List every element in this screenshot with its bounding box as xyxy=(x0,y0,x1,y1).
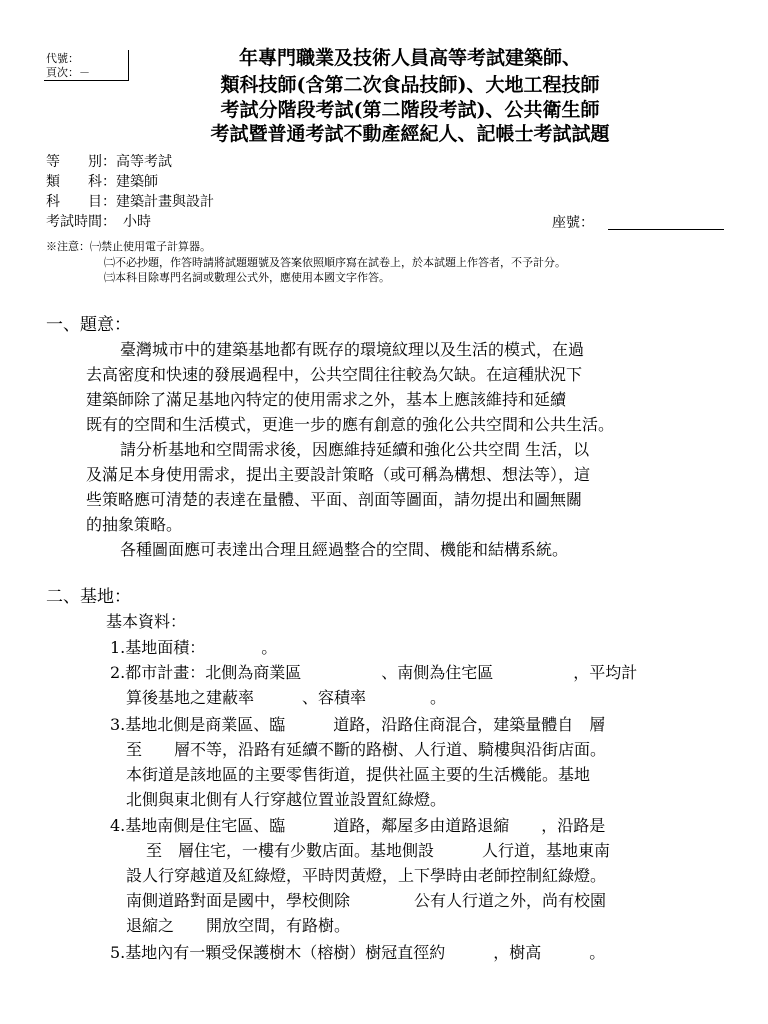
subject-row xyxy=(46,193,214,211)
exam-title-line-2: 類科技師(含第二次食品技師)、大地工程技師 xyxy=(220,74,600,96)
section-1-line: 的抽象策略。 xyxy=(86,515,183,534)
section-1-line: 既有的空間和生活模式，更進一步的應有創意的強化公共空間和公共生活。 xyxy=(86,415,615,434)
section-1-line: 建築師除了滿足基地內特定的使用需求之外，基本上應該維持和延續 xyxy=(86,390,567,409)
section-1-line: 去高密度和快速的發展過程中，公共空間往往較為欠缺。在這種狀況下 xyxy=(86,365,583,384)
page-label: 頁次： xyxy=(46,66,79,79)
notice-item-1: ㈠禁止使用電子計算器。 xyxy=(90,240,211,253)
section-2-subheading: 基本資料： xyxy=(106,612,187,631)
site-data-line: 本街道是該地區的主要零售街道，提供社區主要的生活機能。基地 xyxy=(126,765,591,784)
site-data-line: 南側道路對面是國中，學校側除 公有人行道之外，尚有校園 xyxy=(126,891,607,910)
site-data-line: 5.基地內有一顆受保護樹木（榕樹）樹冠直徑約 ，樹高 。 xyxy=(110,943,606,962)
site-data-line: 4.基地南側是住宅區、臨 道路，鄰屋多由道路退縮 ，沿路是 xyxy=(110,816,606,835)
section-1-line: 及滿足本身使用需求，提出主要設計策略（或可稱為構想、想法等），這 xyxy=(86,465,591,484)
section-2-heading: 二、基地： xyxy=(46,587,131,607)
section-1-line: 臺灣城市中的建築基地都有既存的環境紋理以及生活的模式，在過 xyxy=(120,340,585,359)
grade-row xyxy=(46,153,172,171)
seat-number-blank xyxy=(608,229,724,230)
site-data-line: 至 層不等，沿路有延續不斷的路樹、人行道、騎樓與沿街店面。 xyxy=(126,740,607,759)
category-row xyxy=(46,173,158,191)
site-data-line: 設人行穿越道及紅綠燈，平時閃黃燈，上下學時由老師控制紅綠燈。 xyxy=(126,866,607,885)
subject-value: 建築計畫與設計 xyxy=(116,194,214,210)
grade-value: 高等考試 xyxy=(116,154,172,170)
site-data-line: 北側與東北側有人行穿越位置並設置紅綠燈。 xyxy=(126,790,447,809)
site-data-line: 3.基地北側是商業區、臨 道路，沿路住商混合，建築量體自 層 xyxy=(110,715,606,734)
section-1-line: 些策略應可清楚的表達在量體、平面、剖面等圖面，請勿提出和圖無關 xyxy=(86,490,583,509)
section-1-heading: 一、題意： xyxy=(46,315,131,335)
notice-item-2: ㈡不必抄題，作答時請將試題題號及答案依照順序寫在試卷上，於本試題上作答者，不予計分。 xyxy=(104,256,566,269)
subject-label: 科 目： xyxy=(46,194,116,210)
notice-item-3: ㈢本科目除專門名詞或數理公式外，應使用本國文字作答。 xyxy=(104,271,390,284)
site-data-line: 至 層住宅，一樓有少數店面。基地側設 人行道，基地東南 xyxy=(146,841,611,860)
section-1-line: 各種圖面應可表達出合理且經過整合的空間、機能和結構系統。 xyxy=(120,540,569,559)
category-value: 建築師 xyxy=(116,174,158,190)
page-value: － xyxy=(79,66,90,79)
exam-code-label: 代號： xyxy=(46,52,79,65)
site-data-line: 退縮之 開放空間，有路樹。 xyxy=(126,916,351,935)
section-1-line: 請分析基地和空間需求後，因應維持延續和強化公共空間 生活，以 xyxy=(120,440,590,459)
seat-number-label: 座號： xyxy=(552,215,594,231)
time-value: 小時 xyxy=(109,214,151,230)
site-data-line: 算後基地之建蔽率 、容積率 。 xyxy=(126,688,447,707)
category-label: 類 科： xyxy=(46,174,116,190)
notice-line-1 xyxy=(46,240,211,254)
site-data-line: 1.基地面積： 。 xyxy=(110,638,278,657)
notice-prefix: ※注意： xyxy=(46,240,90,253)
exam-title-line-4: 考試暨普通考試不動產經紀人、記帳士考試試題 xyxy=(210,123,610,145)
time-label: 考試時間： xyxy=(46,214,109,230)
exam-title-line-1: 年專門職業及技術人員高等考試建築師、 xyxy=(238,47,581,69)
exam-title-line-3: 考試分階段考試(第二階段考試)、公共衛生師 xyxy=(220,99,600,121)
page-number-line xyxy=(46,66,90,79)
grade-label: 等 別： xyxy=(46,154,116,170)
time-row xyxy=(46,213,151,231)
site-data-line: 2.都市計畫：北側為商業區 、南側為住宅區 ，平均計 xyxy=(110,663,638,682)
